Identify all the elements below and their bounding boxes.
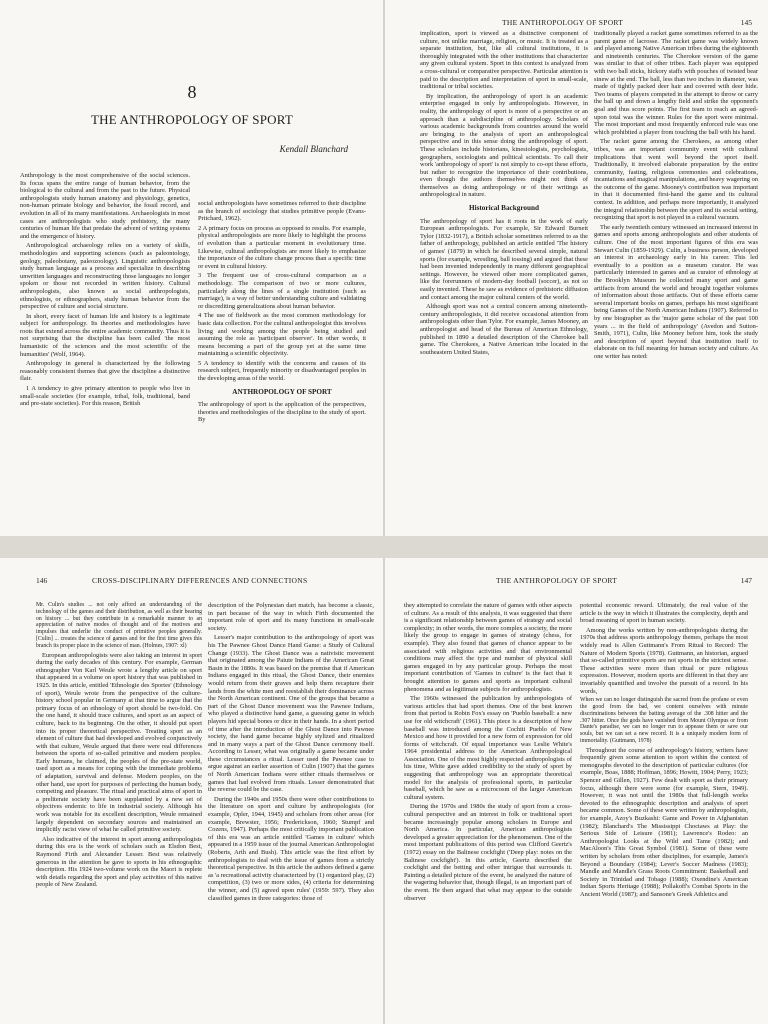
page-147 [384,558,768,1024]
paragraph: traditionally played a racket game sometimes referred to as the parent game of lacrosse. The racket game was widely known and played among Native American tribes during the eighteenth and nineteenth centuries. The Cherokee version of the game was similar to that of other tribes. Each player was equipped with two ball sticks, hickory staffs with pouches of twisted bear sinew at the end. The ball, less than two inches in diameter, was made of tightly packed deer hair and covered with deer hide. Two teams of players competed in the attempt to throw or carry the ball up and down a lengthy field and strike the opponent's goal and thus score points. The first team to reach an agreed-upon total was the winner. Rules for the sport were minimal. The most important and most frequently enforced rule was one which prohibited a player from touching the ball with his hand. [594,30,758,136]
paragraph: Also indicative of the interest in sport among anthropologists during this era is the work of scholars such as Elsdon Best, Raymond Firth and Alexander Lesser. Best was relatively generous in the attention he gave to sports in his ethnographic description. His 1924 two-volume work on the Maori is replete with details regarding the sport and play activities of this native people of New Zealand. [36,835,202,889]
list-item: 5 A tendency to identify with the concerns and causes of its research subject, frequently minority or disadvantaged peoples in the developing areas of the world. [198,359,366,383]
list-item: 2 A primary focus on process as opposed to results. For example, physical anthropologists are more likely to highlight the process of evolution than a particular moment in evolutionary time. Likewise, cultural anthropologists are more likely to emphasize the importance of the culture change process than a specific time or event in cultural history. [198,224,366,270]
paragraph: Anthropology is the most comprehensive of the social sciences. Its focus spans the entire range of human behavior, from the biological to the cultural and from the past to the future. Physical anthropologists study human anatomy and physiology, genetics, non-human primate biology and behavior, the fossil record, and evolution in all of its many manifestations. Archaeologists in most cases are anthropologists who study prehistory, the many centuries of human life that predate the advent of writing systems and the emergence of history. [20,172,190,240]
list-item: 1 A tendency to give primary attention to people who live in small-scale societies (for example, tribal, folk, traditional, band and pre-state societies). For this reason, British [20,385,190,408]
page-number: 146 [36,576,48,585]
running-head: CROSS-DISCIPLINARY DIFFERENCES AND CONNECTIONS [92,576,308,585]
column-right-1 [420,30,588,358]
section-heading: Historical Background [469,204,539,213]
column-left-2 [208,602,374,904]
spread-divider [0,536,768,558]
column-right-2 [580,602,748,901]
paragraph: The racket game among the Cherokees, as among other tribes, was an important community event with cultural implications that went well beyond the sport itself. Traditionally, it involved elaborate preparation by the entire community, fasting, religious ceremonies and celebrations, incantations and magical manipulations, and heavy wagering on the outcome of the game. Mooney's contribution was important in that it documented first-hand the game and its cultural context. In addition, and perhaps more importantly, it analyzed the integral relationship between the sport and its social setting, recognizing that sport is not played in a cultural vacuum. [594,138,758,222]
paragraph: The anthropology of sport is the application of the perspectives, theories and methodologies of the discipline to the study of sport. By [198,401,366,424]
paragraph: The 1960s witnessed the publication by anthropologists of various articles that had sport themes. One of the best known from that period is Robin Fox's essay on 'Pueblo baseball: a new use for old witchcraft' (1961). This piece is a description of how baseball was introduced among the Cochiti Pueblo of New Mexico and how it provided for a new form of expression for old forms of witchcraft. Of equal importance was Leslie White's 1964 presidential address to the American Anthropological Association. One of the most highly respected anthropologists of his time, White gave added credibility to the study of sport by suggesting that anthropology was an appropriate theoretical model for the analysis of professional sports, in particular baseball, which he saw as a microcosm of the larger American cultural system. [404,695,572,801]
section-heading: ANTHROPOLOGY OF SPORT [232,387,332,396]
paragraph: European anthropologists were also taking an interest in sport during the early decades of this century. For example, German ethnographer Von Karl Weule wrote a lengthy article on sport that appeared in a volume on sport history that was published in 1925. In this article, entitled 'Ethnologie des Sportes' (Ethnology of sport), Weule wrote from the perspective of the culture-history school popular in Germany at that time to argue that the primary focus of an ethnology of sport should be two-fold. On the one hand, it should trace cultures, and sport as an aspect of culture, back to its beginning. On the other, it should put sport into its proper theoretical perspective. Treating sport as an element of culture that had developed and evolved conjunctively with that culture, Weule argued that there were real differences between the sports of so-called primitive and modern peoples. Early humans, he claimed, the peoples of the pre-state world, used sport as a means for coping with the immediate problems of adaptation, survival and defense. Modern peoples, on the other hand, use sport for purposes of perfecting the human body, competing and pleasure. The ritual and practical aims of sport in a preliterate society have been supplanted by a new set of objectives endemic to life in industrial society. Although his work was notable for its excellent description, Weule remained largely dependent on secondary sources and maintained an implicitly racist view of what he called primitive society. [36,651,202,834]
paragraph: Although sport was not a central concern among nineteenth-century anthropologists, it did receive occasional attention from anthropologists other than Tylor. For example, James Mooney, an anthropologist and head of the Bureau of American Ethnology, published in 1890 a detailed description of the Cherokee ball game. The Cherokees, a Native American tribe located in the southeastern United States, [420,303,588,356]
list-item: 3 The frequent use of cross-cultural comparison as a methodology. The comparison of two or more cultures, particularly along the lines of a single institution (such as marriage), is a way of better understanding culture and validating or discrediting generalizations about human behavior. [198,272,366,310]
column-right-1 [404,602,572,904]
chapter-title: THE ANTHROPOLOGY OF SPORT [90,112,293,127]
paragraph: The early twentieth century witnessed an increased interest in games and sports among anthropologists and other students of culture. One of the most important figures of this era was Stewart Culin (1859-1929). Culin, a business person, developed an interest in archaeology early in his career. This led eventually to a position as a museum curator. He was particularly interested in games and as curator of ethnology at the Brooklyn Museum he collected many sport and game artifacts from around the world and brought together volumes of information about those artifacts. Out of these efforts came several important books on games, perhaps his most significant being Games of the North American Indians (1907). Referred to by one biographer as the 'major game scholar of the past 100 years ... in the field of anthropology' (Avedon and Sutton-Smith, 1971), Culin, like Mooney before him, took the study and description of sport beyond that institution itself to elaborate on its full meaning for human society and culture. As one writer has noted: [594,223,758,360]
chapter-author: Kendall Blanchard [279,144,348,154]
paragraph: Anthropological archaeology relies on a variety of skills, methodologies and supporting sciences (such as paleontology, geology, paleobotany, paleozoology). Linguistic anthropologists study human language as a process and specialize in describing unwritten languages and reconstructing those languages no longer spoken or those not recorded in written history. Cultural anthropologists, also known as social anthropologists, ethnologists, or ethnographers, study human behavior from the perspective of culture and social structure. [20,242,190,311]
bottom-spread [0,558,768,1024]
paragraph: During the 1970s and 1980s the study of sport from a cross-cultural perspective and an interest in folk or traditional sport became increasingly popular among scholars in Europe and North America. In particular, American anthropologists developed a greater appreciation for the phenomenon. One of the most important publications of this period was Clifford Geertz's (1972) essay on the Balinese cockfight ('Deep play: notes on the Balinese cockfight'). In this article, Geertz described the cockfight and the betting and other intrigue that surrounds it. Painting a detailed picture of the event, he analyzed the nature of the wagering behavior that, though illegal, is an important part of the event. He then argued that what may appear to the outside observer [404,803,572,902]
page-145 [384,0,768,536]
running-head: THE ANTHROPOLOGY OF SPORT [502,18,624,27]
paragraph: During the 1940s and 1950s there were other contributions to the literature on sport and culture by anthropologists (for example, Opler, 1944, 1945) and scholars from other areas (for example, Brewster, 1956; Frederickson, 1960; Stumpf and Cozens, 1947). Perhaps the most critically important publication of this era was an article entitled 'Games in culture' which appeared in a 1959 issue of the journal American Anthropologist (Roberts, Arth and Bush). This article was the first effort by anthropologists to deal with the issue of games from a strictly theoretical perspective. In this article the authors defined a game as 'a recreational activity characterized by (1) organized play, (2) competition, (3) two or more sides, (4) criteria for determining the winner, and (5) agreed upon rules' (1959: 597). They also classified games in three categories: those of [208,795,374,902]
column-left-2 [198,200,366,426]
paragraph: they attempted to correlate the nature of games with other aspects of culture. As a result of this analysis, it was suggested that there is a significant relationship between games of strategy and social complexity; in other words, the more complex a society, the more likely the group to engage in games of strategy (chess, for example). They also found that games of chance appear to be associated with religious activities and that environmental conditions may affect the type and number of physical skill games engaged in by any particular group. Perhaps the most important contribution of 'Games in culture' is the fact that it brought attention to games and sports as important cultural phenomena and as legitimate subjects for anthropologists. [404,602,572,693]
paragraph: description of the Polynesian dart match, has become a classic, in part because of the way in which Firth documented the important role of sport and its many functions in small-scale society. [208,602,374,632]
chapter-number: 8 [187,82,197,102]
column-right-2 [594,30,758,363]
page-number: 145 [740,18,752,27]
running-head: THE ANTHROPOLOGY OF SPORT [496,576,618,585]
block-quote: When we can no longer distinguish the sacred from the profane or even the good from the bad, we content ourselves with minute discriminations between the batting average of the .308 hitter and the .307 hitter. Once the gods have vanished from Mount Olympus or from Dante's paradise, we can no longer run to appease them or save our souls, but we can set a new record. It is a uniquely modern form of immortality. (Guttmann, 1978) [580,697,748,744]
column-left-1 [36,602,202,891]
page-number: 147 [740,576,752,585]
page-144 [0,0,384,536]
paragraph: In short, every facet of human life and history is a legitimate subject for anthropology. Its theories and methodologies have roots that extend across the entire academic community. Thus it is not surprising that the discipline has been called 'the most humanistic of the sciences and the most scientific of the humanities' (Wolf, 1964). [20,312,190,358]
paragraph: potential economic reward. Ultimately, the real value of the article is the way in which it illustrates the complexity, depth and broad meaning of sport in human society. [580,602,748,625]
block-quote: Mr. Culin's studies ... not only afford an understanding of the technology of the games and their distribution, as well as their bearing on history ... but they contribute in a remarkable manner to an appreciation of native modes of thought and of the motives and impulses that underlie the conduct of primitive peoples generally. [Culin] ... creates the science of games and for the first time gives this branch its proper place in the science of man. (Holmes, 1907: xl) [36,602,202,649]
list-item: 4 The use of fieldwork as the most common methodology for basic data collection. For the cultural anthropologist this involves living and working among the people being studied and assuming the role as 'participant observer'. In other words, it means becoming a part of the group yet at the same time maintaining a scientific objectivity. [198,312,366,358]
column-left-1 [20,172,190,410]
paragraph: The anthropology of sport has it roots in the work of early European anthropologists. For example, Sir Edward Burnett Tylor (1832-1917), a British scholar sometimes referred to as the father of anthropology, published an article entitled 'The history of games' (1879) in which he described several simple, natural sports (for example, wrestling, ball tossing) and argued that these had been invented independently in many different geographical settings. However, he viewed other more complicated games, like the forerunners of modern-day football (soccer), as not so easily invented. These he saw as evidence of prehistoric diffusion and contact among the major cultural centers of the world. [420,217,588,301]
page-146 [0,558,384,1024]
paragraph: By implication, the anthropology of sport is an academic enterprise engaged in only by anthropologists. However, in reality, the anthropology of sport is more of a perspective or an approach than a subdiscipline of anthropology. Scholars of various academic backgrounds from countries around the world are bringing to the analysis of sport an anthropological perspective and in this sense doing the anthropology of sport. These scholars include historians, kinesiologists, psychologists, geographers, sociologists and political scientists. To call their work 'anthropology of sport' is not simply to co-opt these efforts, but rather to recognize the importance of their contributions, even though the authors themselves might not think of themselves as doing anthropology or of their writings as anthropological in nature. [420,92,588,199]
paragraph: Throughout the course of anthropology's history, writers have frequently given some attention to sport within the context of monographs devoted to the description of particular cultures (for example, Boas, 1888; Hoffman, 1896; Howitt, 1904; Perry, 1923; Spencer and Gillen, 1927). Few dealt with sport as their primary focus, although there were some (for example, Stern, 1949). However, it was not until the 1980s that full-length works devoted to the ethnographic description and analysis of sport became common. Some of these were written by anthropologists, for example, Azoy's Buzkashi: Game and Power in Afghanistan (1982); Blanchard's The Mississippi Choctaws at Play: the Serious Side of Leisure (1981); Lawrence's Rodeo: an Anthropologist Looks at the Wild and Tame (1982); and MacAloon's This Great Symbol (1981). Some of these were written by scholars from other disciplines, for example, James's Beyond a Boundary (1984); Lever's Soccer Madness (1983); Mandle and Mandle's Grass Roots Commitment: Basketball and Society in Trinidad and Tobago (1988); Oxendine's American Indian Sports Heritage (1988); Pollakoff's Combat Sports in the Ancient World (1987); and Sansone's Greek Athletics and [580,746,748,898]
paragraph: implication, sport is viewed as a distinctive component of culture, not unlike marriage, religion, or music. It is treated as a separate institution, but, like all cultural institutions, it is thoroughly integrated with the other institutions that characterize any given cultural system. Sport in this context is analyzed from a cross-cultural or comparative perspective. Particular attention is paid to the description and interpretation of sport in small-scale, traditional or tribal societies. [420,30,588,91]
paragraph: Lesser's major contribution to the anthropology of sport was his The Pawnee Ghost Dance Hand Game: a Study of Cultural Change (1933). The Ghost Dance was a nativistic movement that originated among the Paiute Indians of the American Great Basin in the 1880s. It was based on the premise that if American Indians engaged in this ritual, the Ghost Dance, their enemies would return from their graves and help them recapture their lands from the white men and reestablish their dominance across the North American continent. One of the groups that became a part of the Ghost Dance movement was the Pawnee Indians, who played a distinctive hand game, a guessing game in which players hid special bones or dice in their hands. In a short period of time after the introduction of the Ghost Dance into Pawnee society, the hand game became highly stylized and ritualized and in many ways a part of the Ghost Dance ceremony itself. According to Lesser, what was originally a game became under these circumstances a ritual. Lesser used the Pawnee case to argue against an earlier assertion of Culin (1907) that the games of North American Indians were either rituals themselves or games that had evolved from rituals. Lesser demonstrated that the reverse could be the case. [208,634,374,794]
paragraph: social anthropologists have sometimes referred to their discipline as the branch of sociology that studies primitive people (Evans-Pritchard, 1962). [198,200,366,223]
paragraph: Among the works written by non-anthropologists during the 1970s that address sports anthropology themes, perhaps the most widely read is Allen Guttmann's From Ritual to Record: The Nature of Modern Sports (1978). Guttmann, an historian, argued that so-called primitive sports are not sports in the strictest sense. These activities were more than ritual or pure religious expression. However, modern sports are different in that they are invariably quantified and involve the pursuit of a record. In his words, [580,626,748,695]
paragraph: Anthropology in general is characterized by the following reasonably consistent themes that give the discipline a distinctive flair. [20,360,190,383]
